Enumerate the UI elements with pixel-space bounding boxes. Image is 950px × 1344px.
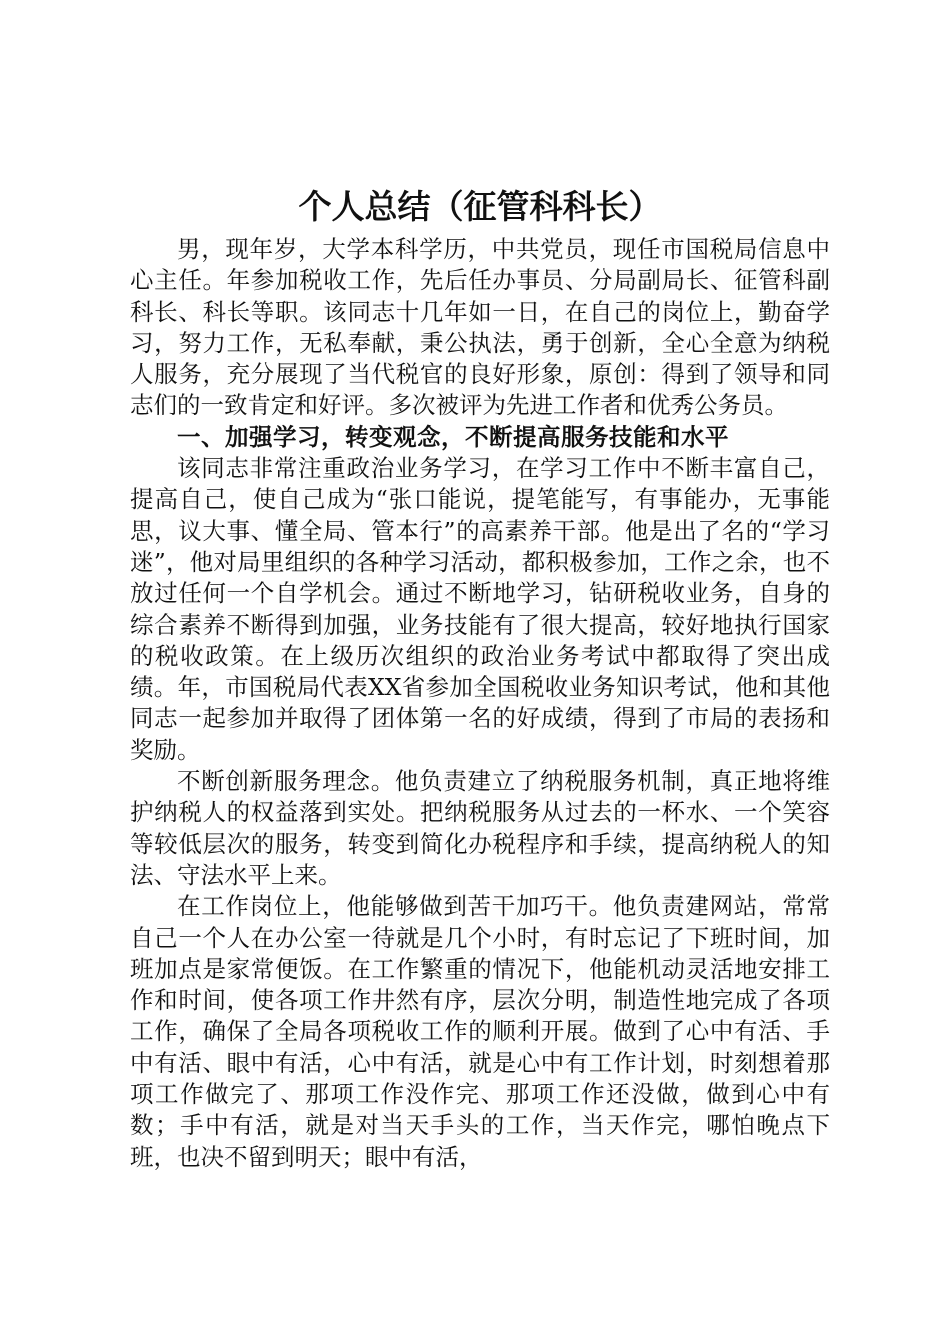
section-heading: 一、加强学习，转变观念，不断提高服务技能和水平 (177, 422, 729, 451)
work-paragraph: 在工作岗位上，他能够做到苦干加巧干。他负责建网站，常常自己一个人在办公室一待就是几个小时，有时忘记了下班时间，加班加点是家常便饭。在工作繁重的情况下，他能机动灵活地安排工作和时间，使各项工作井然有序，层次分明，制造性地完成了各项工作，确保了全局各项税收工作的顺利开展。做到了心中有活、手中有活、眼中有活，心中有活，就是心中有工作计划，时刻想着那项工作做完了、那项工作没作完、那项工作还没做，做到心中有数；手中有活，就是对当天手头的工作，当天作完，哪怕晚点下班，也决不留到明天；眼中有活， (130, 892, 830, 1171)
document-title: 个人总结（征管科科长） (298, 187, 662, 226)
study-paragraph: 该同志非常注重政治业务学习，在学习工作中不断丰富自己，提高自己，使自己成为“张口能说，提笔能写，有事能办，无事能思，议大事、懂全局、管本行”的高素养干部。他是出了名的“学习迷”，他对局里组织的各种学习活动，都积极参加，工作之余，也不放过任何一个自学机会。通过不断地学习，钻研税收业务，自身的综合素养不断得到加强，业务技能有了很大提高，较好地执行国家的税收政策。在上级历次组织的政治业务考试中都取得了突出成绩。年，市国税局代表XX省参加全国税收业务知识考试，他和其他同志一起参加并取得了团体第一名的好成绩，得到了市局的表扬和奖励。 (130, 454, 830, 764)
intro-paragraph: 男，现年岁，大学本科学历，中共党员，现任市国税局信息中心主任。年参加税收工作，先后任办事员、分局副局长、征管科副科长、科长等职。该同志十几年如一日，在自己的岗位上，勤奋学习，努力工作，无私奉献，秉公执法，勇于创新，全心全意为纳税人服务，充分展现了当代税官的良好形象，原创：得到了领导和同志们的一致肯定和好评。多次被评为先进工作者和优秀公务员。 (130, 235, 830, 420)
service-paragraph: 不断创新服务理念。他负责建立了纳税服务机制，真正地将维护纳税人的权益落到实处。把纳税服务从过去的一杯水、一个笑容等较低层次的服务，转变到简化办税程序和手续，提高纳税人的知法、守法水平上来。 (130, 767, 830, 889)
document-body (130, 234, 830, 1173)
